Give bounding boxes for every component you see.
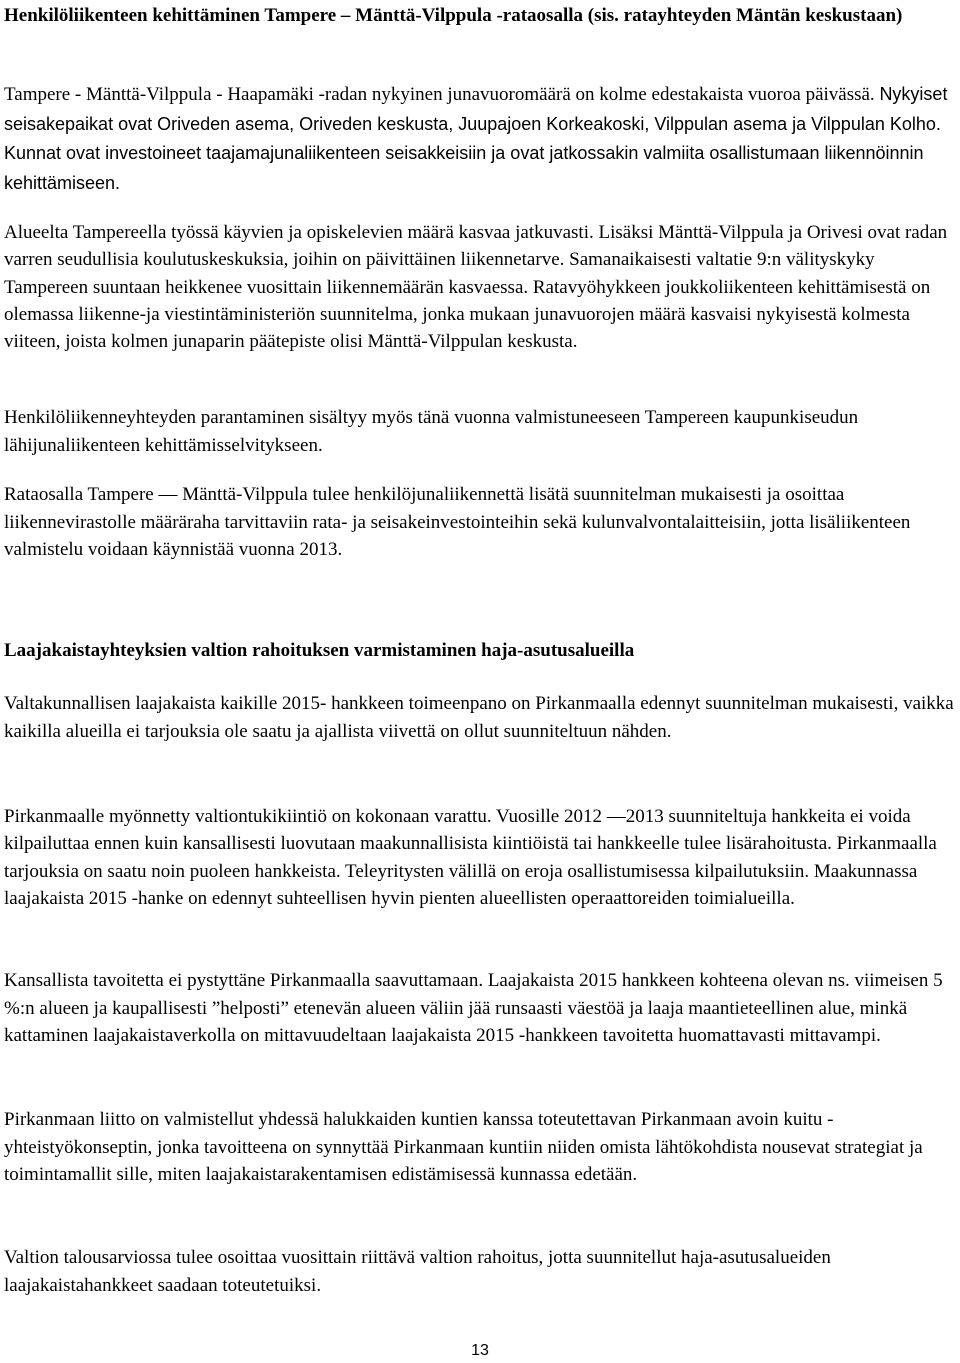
paragraph-broadband-open-fibre: Pirkanmaan liitto on valmistellut yhdessä halukkaiden kuntien kanssa toteutettavan Pirkanmaan avoin kuitu -yhteistyökonseptin, jonka tavoitteena on synnyttää Pirkanmaan kuntiin niiden omista lähtökohdista nousevat strategiat ja toimintamallit sille, miten laajakaistarakentamisen edistämisessä kunnassa edetään. [4, 1109, 923, 1185]
paragraph-rail-commuters: Alueelta Tampereella työssä käyvien ja opiskelevien määrä kasvaa jatkuvasti. Lisäksi Mänttä-Vilppula ja Orivesi ovat radan varren seudullisia koulutuskeskuksia, joihin on päivittäinen liikennetarve. Samanaikaisesti valtatie 9:n välityskyky Tampereen suuntaan heikkenee vuosittain liikennemäärän kasvaessa. Ratavyöhykkeen joukkoliikenteen kehittämisestä on olemassa liikenne-ja viestintäministeriön suunnitelma, jonka mukaan junavuorojen määrä kasvaisi nykyisestä kolmesta viiteen, joista kolmen junaparin päätepiste olisi Mänttä-Vilppulan keskusta. [4, 222, 948, 353]
section-heading-broadband: Laajakaistayhteyksien valtion rahoituksen varmistaminen haja-asutusalueilla [4, 640, 635, 661]
paragraph-broadband-target: Kansallista tavoitetta ei pystyttäne Pirkanmaalla saavuttamaan. Laajakaista 2015 hankkeen kohteena olevan ns. viimeisen 5 %:n alueen ja kaupallisesti ”helposti” etenevän alueen väliin jää runsaasti väestöä ja laaja maantieteellinen alue, minkä kattaminen laajakaistaverkolla on mittavuudeltaan laajakaista 2015 -hankkeen tavoitetta huomattavasti mittavampi. [4, 970, 943, 1046]
paragraph-rail-current-service [4, 80, 954, 198]
paragraph-rail-proposal: Rataosalla Tampere — Mänttä-Vilppula tulee henkilöjunaliikennettä lisätä suunnitelman mukaisesti ja osoittaa liikennevirastolle määräraha tarvittaviin rata- ja seisakeinvestointeihin sekä kulunvalvontalaitteisiin, jotta lisäliikenteen valmistelu voidaan käynnistää vuonna 2013. [4, 484, 911, 560]
paragraph-rail-current-service-sans: Nykyiset seisakepaikat ovat Oriveden asema, Oriveden keskusta, Juupajoen Korkeakoski, Vilppulan asema ja Vilppulan Kolho. Kunnat ovat investoineet taajamajunaliikenteen seisakkeisiin ja ovat jatkossakin valmiita osallistumaan liikennöinnin kehittämiseen. [4, 84, 948, 193]
paragraph-rail-study: Henkilöliikenneyhteyden parantaminen sisältyy myös tänä vuonna valmistuneeseen Tampereen kaupunkiseudun lähijunaliikenteen kehittämisselvitykseen. [4, 407, 859, 456]
paragraph-broadband-funding: Valtion talousarviossa tulee osoittaa vuosittain riittävä valtion rahoitus, jotta suunnitellut haja-asutusalueiden laajakaistahankkeet saadaan toteutetuiksi. [4, 1247, 831, 1296]
paragraph-rail-current-service-serif: Tampere - Mänttä-Vilppula - Haapamäki -radan nykyinen junavuoromäärä on kolme edestakaista vuoroa päivässä. [4, 84, 875, 105]
paragraph-broadband-progress: Valtakunnallisen laajakaista kaikille 2015- hankkeen toimeenpano on Pirkanmaalla edennyt suunnitelman mukaisesti, vaikka kaikilla alueilla ei tarjouksia ole saatu ja ajallista viivettä on ollut suunniteltuun nähden. [4, 693, 954, 742]
paragraph-broadband-quota: Pirkanmaalle myönnetty valtiontukikiintiö on kokonaan varattu. Vuosille 2012 —2013 suunniteltuja hankkeita ei voida kilpailuttaa ennen kuin kansallisesti luovutaan maakunnallisista kiintiöistä tai hankkeelle tulee lisärahoitusta. Pirkanmaalla tarjouksia on saatu noin puoleen hankkeista. Teleyritysten välillä on eroja osallistumisessa kilpailutuksiin. Maakunnassa laajakaista 2015 -hanke on edennyt suhteellisen hyvin pienten alueellisten operaattoreiden toimialueilla. [4, 806, 937, 910]
section-heading-rail: Henkilöliikenteen kehittäminen Tampere – Mänttä-Vilppula -rataosalla (sis. ratayhteyden Mäntän keskustaan) [4, 5, 903, 26]
page-number: 13 [471, 1342, 489, 1359]
